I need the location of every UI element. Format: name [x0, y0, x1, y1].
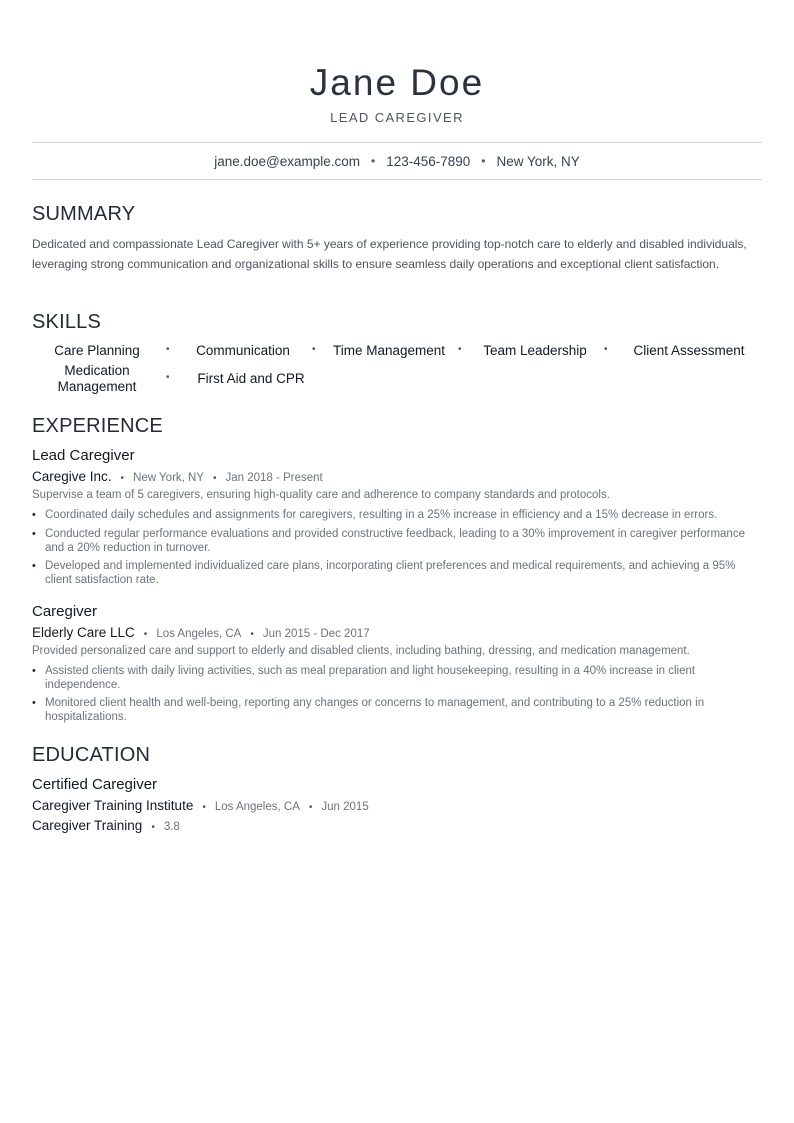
institution-name: Caregiver Training Institute — [32, 798, 194, 813]
contact-separator: • — [481, 154, 486, 168]
job-bullet: • Developed and implemented individualized care plans, incorporating client preferences and medical requirements, and achieving a 95% client satisfaction rate. — [32, 560, 736, 586]
job-title: Caregiver — [32, 603, 98, 620]
experience-heading: EXPERIENCE — [32, 415, 163, 437]
bullet-marker: • — [32, 509, 36, 521]
job-title: Lead Caregiver — [32, 447, 135, 464]
summary-heading: SUMMARY — [32, 203, 136, 225]
skill-separator: • — [604, 344, 608, 355]
contact-bar — [32, 142, 762, 180]
skill-item: Communication — [196, 343, 290, 358]
skill-item: Client Assessment — [633, 343, 745, 358]
contact-separator: • — [371, 154, 376, 168]
job-meta — [32, 625, 370, 640]
job-bullet: • Conducted regular performance evaluations and provided constructive feedback, leading to a 30% improvement in caregiver performance and a 20% reduction in turnover. — [32, 528, 745, 554]
program-name: Caregiver Training — [32, 818, 143, 833]
skill-item: Team Leadership — [483, 343, 587, 358]
program-meta — [32, 818, 180, 833]
education-heading: EDUCATION — [32, 744, 151, 766]
skill-item: Care Planning — [54, 343, 140, 358]
skill-separator: • — [166, 372, 170, 383]
institution-location: Los Angeles, CA — [214, 801, 300, 813]
summary-text: Dedicated and compassionate Lead Caregiver with 5+ years of experience providing top-notch care to elderly and disabled individuals, leveraging strong communication and organizational skills to ensure seamless daily operations and exceptional client satisfaction. — [32, 237, 747, 271]
meta-separator: • — [250, 629, 254, 640]
job-dates: Jun 2015 - Dec 2017 — [262, 628, 370, 640]
skill-separator: • — [166, 344, 170, 355]
company-name: Caregive Inc. — [32, 469, 112, 484]
meta-separator: • — [143, 629, 148, 640]
skills-heading: SKILLS — [32, 311, 102, 333]
meta-separator: • — [202, 802, 206, 813]
job-description: Supervise a team of 5 caregivers, ensuring high-quality care and adherence to company standards and protocols. — [32, 489, 610, 501]
degree-title: Certified Caregiver — [32, 776, 158, 793]
bullet-marker: • — [32, 528, 36, 540]
location-text: New York, NY — [496, 153, 580, 169]
candidate-title: LEAD CAREGIVER — [330, 110, 464, 125]
email-link[interactable]: jane.doe@example.com — [214, 153, 360, 169]
gpa-value: 3.8 — [163, 821, 180, 833]
education-meta — [32, 798, 369, 813]
meta-separator: • — [213, 473, 217, 484]
skill-separator: • — [458, 344, 462, 355]
candidate-name: Jane Doe — [309, 62, 485, 103]
job-dates: Jan 2018 - Present — [225, 472, 323, 484]
bullet-marker: • — [32, 560, 36, 572]
graduation-date: Jun 2015 — [321, 801, 369, 813]
job-description: Provided personalized care and support to elderly and disabled clients, including bathing, dressing, and medication management. — [32, 645, 690, 657]
company-name: Elderly Care LLC — [32, 625, 135, 640]
bullet-marker: • — [32, 665, 36, 677]
skill-separator: • — [312, 344, 316, 355]
meta-separator: • — [120, 473, 125, 484]
skill-item: Time Management — [332, 343, 446, 358]
job-bullet: • Assisted clients with daily living activities, such as meal preparation and light housekeeping, resulting in a 40% increase in client independence. — [32, 665, 696, 691]
skill-item: First Aid and CPR — [197, 371, 305, 386]
skill-item: Medication Management — [57, 363, 137, 394]
job-bullet: • Monitored client health and well-being, reporting any changes or concerns to management, and contributing to a 25% reduction in hospitalizations. — [32, 697, 705, 723]
job-location: Los Angeles, CA — [156, 628, 242, 640]
bullet-marker: • — [32, 697, 36, 709]
meta-separator: • — [151, 822, 155, 833]
job-bullet: • Coordinated daily schedules and assignments for caregivers, resulting in a 25% increase in efficiency and a 15% decrease in errors. — [32, 509, 718, 521]
meta-separator: • — [308, 802, 313, 813]
job-meta — [32, 469, 323, 484]
job-location: New York, NY — [133, 472, 205, 484]
phone-number[interactable]: 123-456-7890 — [386, 153, 471, 169]
